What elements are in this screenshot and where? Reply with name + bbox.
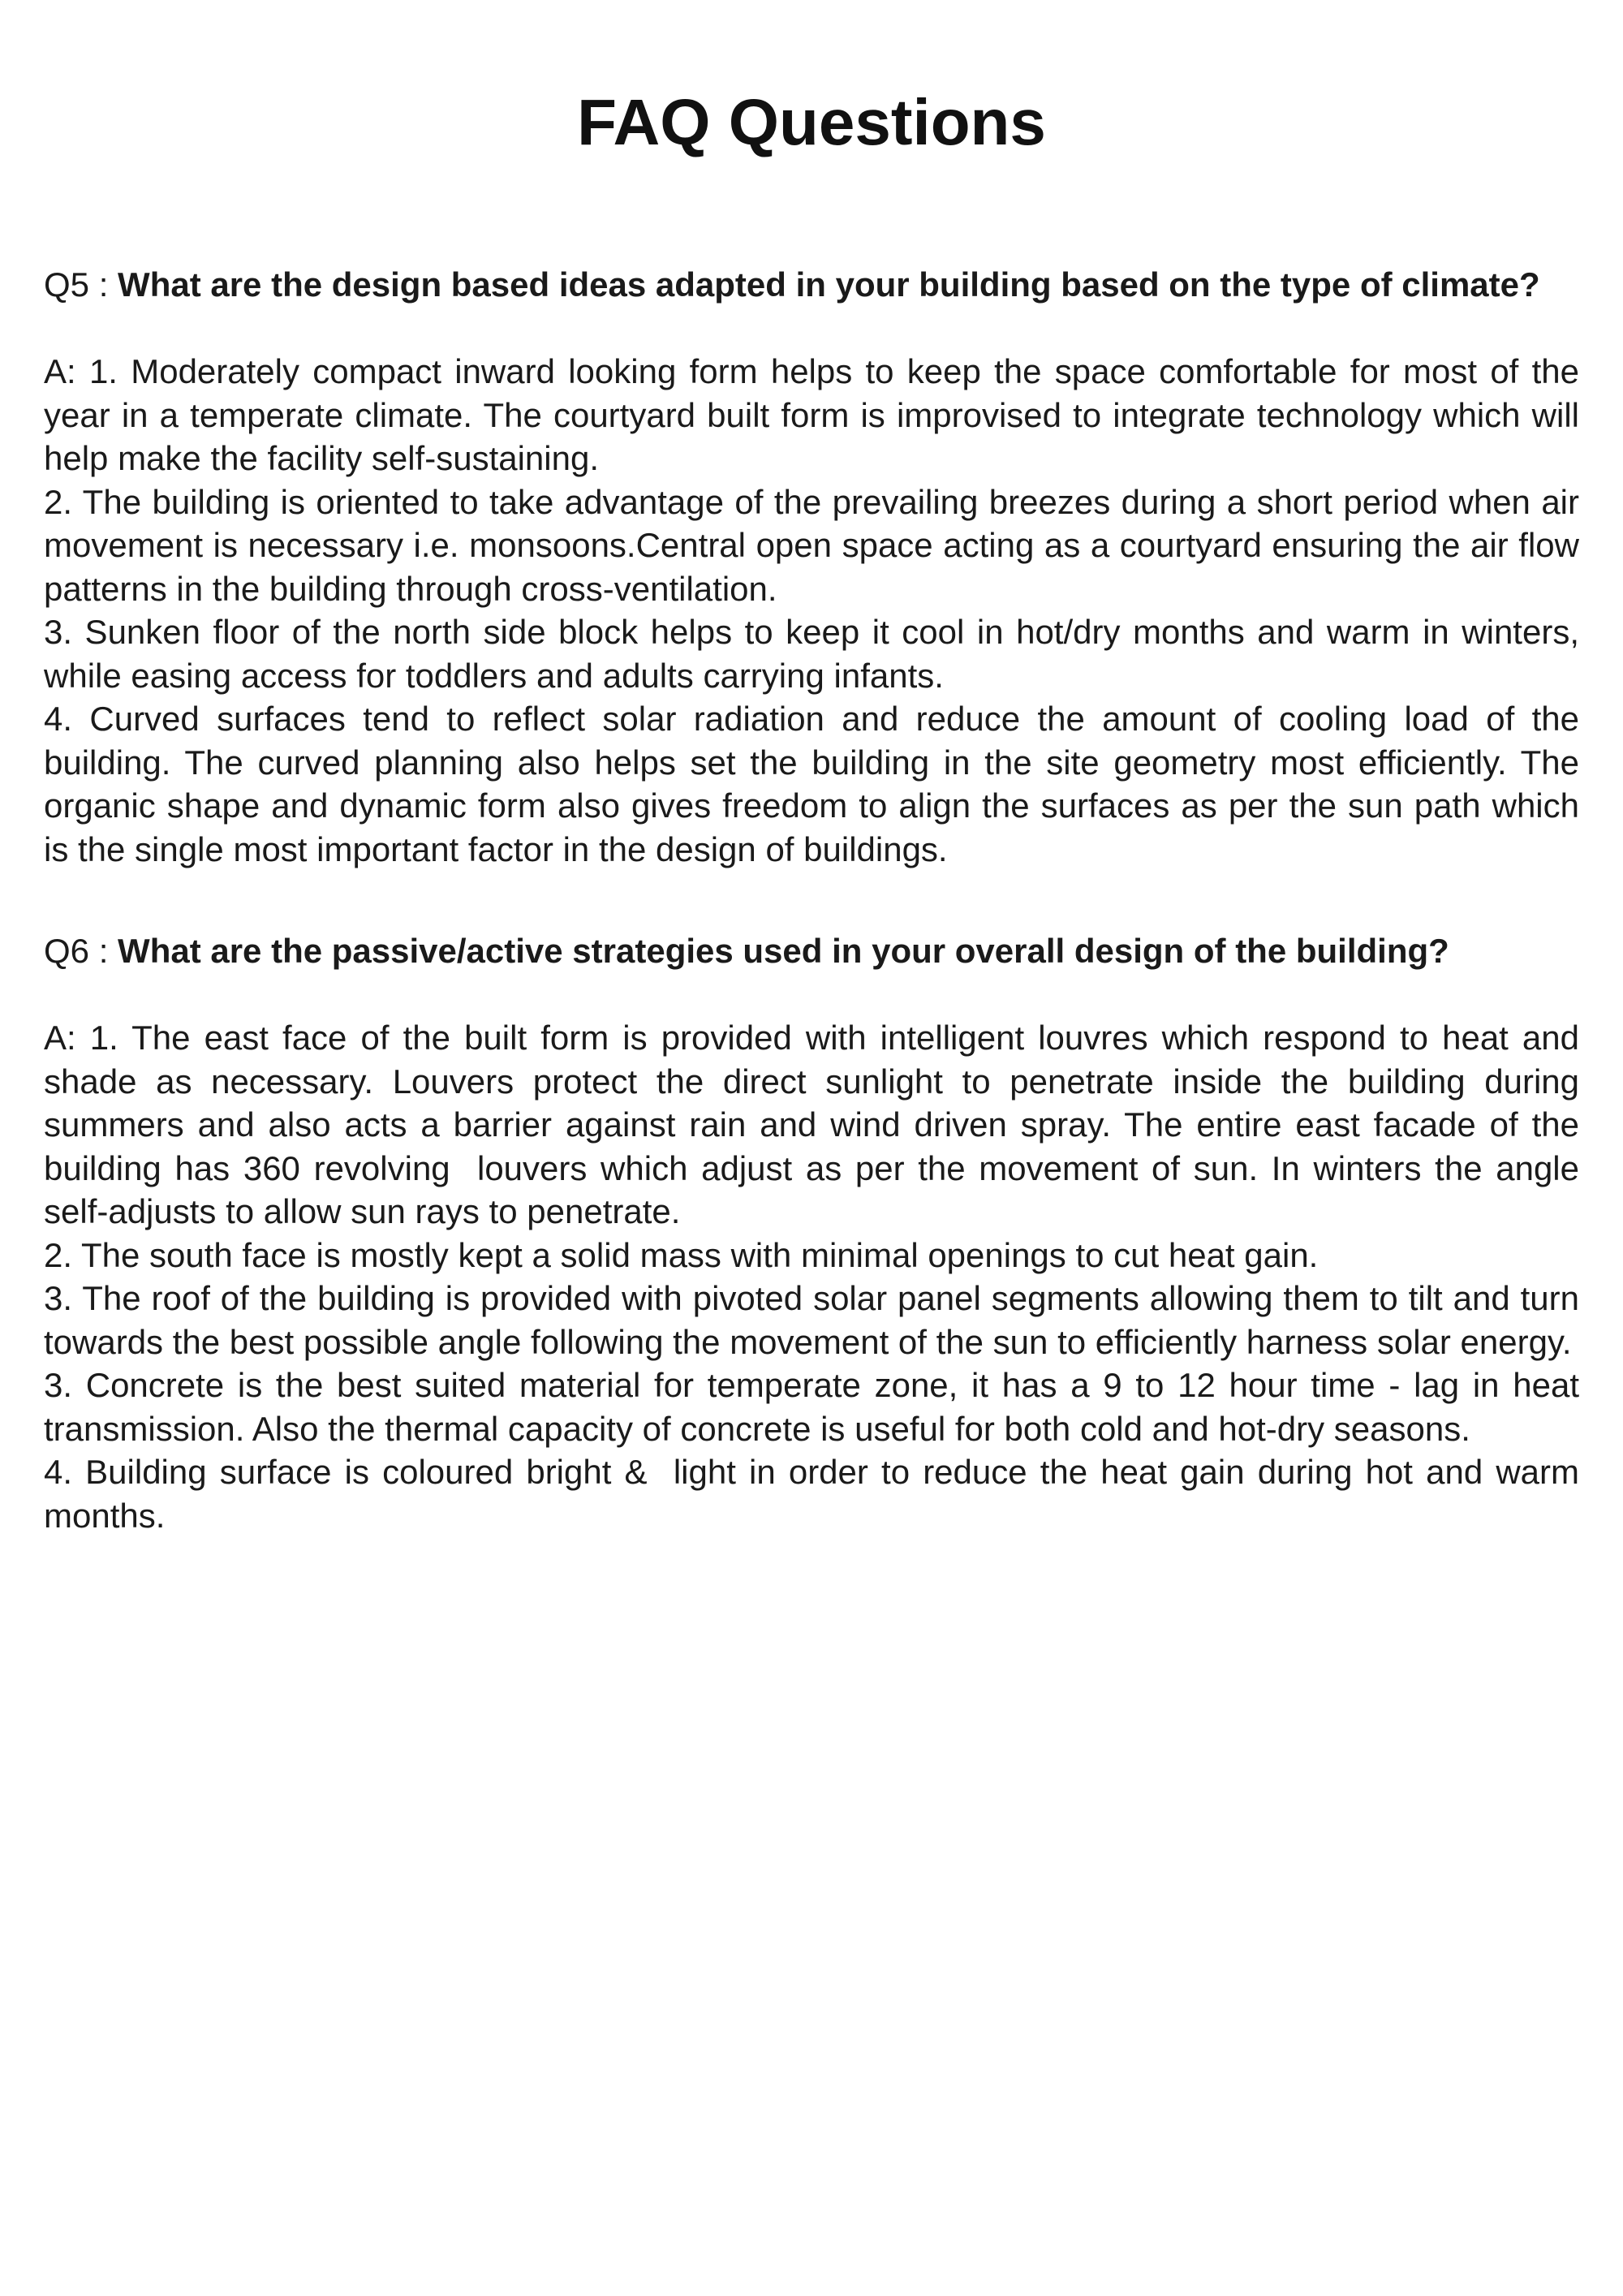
spacer xyxy=(44,307,1579,351)
answer-paragraph: 4. Curved surfaces tend to reflect solar radiation and reduce the amount of cooling load of the building. The curved planning also helps set the building in the site geometry most efficiently. The organic shape and dynamic form also gives freedom to align the surfaces as per the sun path which is the single most important factor in the design of buildings. xyxy=(44,700,1589,868)
question-text: What are the design based ideas adapted in your building based on the type of climate? xyxy=(118,265,1540,304)
answer-paragraph: 3. Sunken floor of the north side block helps to keep it cool in hot/dry months and warm in winters, while easing access for toddlers and adults carrying infants. xyxy=(44,613,1589,695)
question-text: What are the passive/active strategies used in your overall design of the building? xyxy=(118,932,1449,970)
faq-item-q6 xyxy=(44,929,1589,1537)
spacer xyxy=(44,973,1579,1017)
question-label: Q5 : xyxy=(44,265,118,304)
faq-answer xyxy=(44,1016,1589,1537)
answer-paragraph: 3. Concrete is the best suited material for temperate zone, it has a 9 to 12 hour time - lag in heat transmission. Also the thermal capacity of concrete is useful for both cold and hot-dry seasons. xyxy=(44,1366,1589,1448)
answer-paragraph: 4. Building surface is coloured bright & light in order to reduce the heat gain during hot and warm months. xyxy=(44,1453,1589,1535)
faq-question xyxy=(44,263,1579,307)
answer-paragraph: 2. The building is oriented to take advantage of the prevailing breezes during a short period when air movement is necessary i.e. monsoons.Central open space acting as a courtyard ensuring the air flow patterns in the building through cross-ventilation. xyxy=(44,482,1589,608)
spacer xyxy=(44,871,1579,929)
faq-answer xyxy=(44,350,1589,871)
answer-paragraph: A: 1. The east face of the built form is provided with intelligent louvres which respond to heat and shade as necessary. Louvers protect the direct sunlight to penetrate inside the building during summers and also acts a barrier against rain and wind driven spray. The entire east facade of the building has 360 revolving louvers which adjust as per the movement of sun. In winters the angle self-adjusts to allow sun rays to penetrate. xyxy=(44,1019,1589,1230)
page-title: FAQ Questions xyxy=(577,86,1046,158)
answer-paragraph: 3. The roof of the building is provided with pivoted solar panel segments allowing them to tilt and turn towards the best possible angle following the movement of the sun to efficiently harness solar energy. xyxy=(44,1279,1589,1361)
faq-content xyxy=(44,263,1589,1537)
answer-paragraph: A: 1. Moderately compact inward looking form helps to keep the space comfortable for most of the year in a temperate climate. The courtyard built form is improvised to integrate technology which will help make the facility self-sustaining. xyxy=(44,352,1589,477)
faq-question xyxy=(44,929,1579,973)
answer-paragraph: 2. The south face is mostly kept a solid mass with minimal openings to cut heat gain. xyxy=(44,1235,1319,1274)
question-label: Q6 : xyxy=(44,932,118,970)
faq-item-q5 xyxy=(44,263,1589,871)
